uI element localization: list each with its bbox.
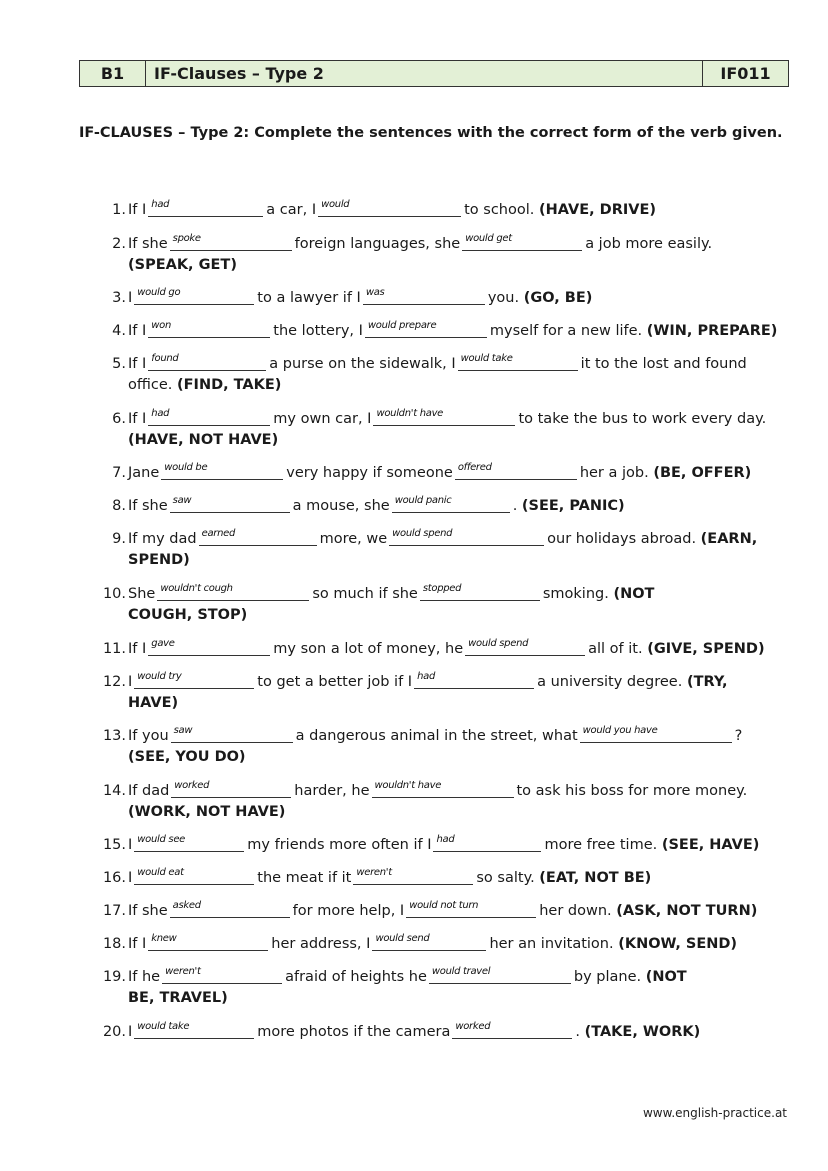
sentence-line [128, 288, 592, 309]
sentence-text: very happy if someone [286, 465, 453, 481]
answer-blank[interactable] [580, 726, 732, 743]
sentence-line [128, 529, 757, 550]
handwritten-answer: weren't [356, 867, 392, 878]
sentence-line [128, 781, 747, 802]
handwritten-answer: would you have [582, 725, 658, 736]
handwritten-answer: wouldn't have [376, 408, 444, 419]
exercise-item [100, 934, 737, 955]
handwritten-answer: had [436, 834, 455, 845]
answer-blank[interactable] [420, 584, 540, 601]
verb-hint-line [128, 605, 654, 626]
item-number: 4. [112, 323, 126, 339]
item-number: 17. [102, 903, 126, 919]
answer-blank[interactable] [455, 463, 577, 480]
sentence-text: If I [128, 202, 147, 218]
sentence-text: for more help, I [292, 903, 405, 919]
sentence-text: I [128, 290, 133, 306]
verb-hint-line [128, 430, 766, 451]
exercise-item [100, 321, 777, 342]
item-number: 16. [102, 870, 126, 886]
sentence-text: a mouse, she [292, 498, 390, 514]
item-number: 11. [102, 641, 126, 657]
sentence-text: . [512, 498, 522, 514]
answer-blank[interactable] [134, 288, 254, 305]
answer-blank[interactable] [363, 288, 485, 305]
sentence-line [128, 726, 742, 747]
item-number: 9. [112, 531, 126, 547]
handwritten-answer: would travel [431, 966, 491, 977]
exercise-item [100, 529, 757, 571]
verb-hint: (WIN, PREPARE) [646, 323, 778, 339]
sentence-line [128, 463, 751, 484]
sentence-text: my own car, I [273, 411, 372, 427]
answer-blank[interactable] [462, 234, 582, 251]
sentence-text: office. [128, 377, 178, 393]
handwritten-answer: earned [201, 528, 236, 539]
verb-hint: (TRY, [686, 674, 728, 690]
handwritten-answer: found [151, 353, 179, 364]
item-number: 2. [112, 236, 126, 252]
handwritten-answer: asked [172, 900, 201, 911]
sentence-text: I [128, 837, 133, 853]
sentence-text: my friends more often if I [247, 837, 432, 853]
item-number: 18. [102, 936, 126, 952]
item-number: 6. [112, 411, 126, 427]
exercise-item [100, 463, 751, 484]
handwritten-answer: would send [375, 933, 430, 944]
item-number: 13. [102, 728, 126, 744]
sentence-text: to ask his boss for more money. [516, 783, 748, 799]
handwritten-answer: wouldn't have [374, 780, 442, 791]
answer-blank[interactable] [458, 354, 578, 371]
sentence-text: a university degree. [537, 674, 687, 690]
answer-blank[interactable] [148, 934, 268, 951]
sentence-text: If she [128, 236, 168, 252]
sentence-text: If I [128, 411, 147, 427]
handwritten-answer: would try [137, 671, 182, 682]
exercise-item [100, 672, 727, 714]
verb-hint: (EAT, NOT BE) [539, 870, 652, 886]
sentence-text: . [575, 1024, 585, 1040]
handwritten-answer: would be [164, 462, 208, 473]
verb-hint: (GIVE, SPEND) [647, 641, 765, 657]
handwritten-answer: stopped [422, 583, 462, 594]
sentence-line [128, 901, 757, 922]
answer-blank[interactable] [148, 200, 263, 217]
sentence-text: so much if she [312, 586, 418, 602]
item-number: 1. [112, 202, 126, 218]
exercise-item [100, 496, 625, 517]
sentence-text: She [128, 586, 156, 602]
sentence-text: If I [128, 641, 147, 657]
exercise-item [100, 234, 712, 276]
answer-blank[interactable] [134, 672, 254, 689]
verb-hint: (NOT [645, 969, 687, 985]
sentence-line [128, 967, 687, 988]
sentence-text: myself for a new life. [489, 323, 647, 339]
handwritten-answer: saw [172, 495, 192, 506]
verb-hint-line [128, 255, 712, 276]
sentence-text: to take the bus to work every day. [518, 411, 767, 427]
sentence-text: so salty. [476, 870, 540, 886]
handwritten-answer: knew [151, 933, 177, 944]
sentence-text: I [128, 674, 133, 690]
handwritten-answer: had [417, 671, 436, 682]
answer-blank[interactable] [170, 496, 290, 513]
handwritten-answer: would prepare [367, 320, 437, 331]
exercise-item [100, 901, 757, 922]
handwritten-answer: had [151, 199, 170, 210]
handwritten-answer: would spend [392, 528, 453, 539]
verb-hint: (HAVE, NOT HAVE) [128, 432, 279, 448]
verb-hint: (FIND, TAKE) [177, 377, 282, 393]
sentence-text: the lottery, I [273, 323, 363, 339]
sentence-text: to a lawyer if I [257, 290, 361, 306]
verb-hint: (SEE, YOU DO) [128, 749, 246, 765]
sentence-text: If I [128, 356, 147, 372]
verb-hint: (EARN, [700, 531, 758, 547]
sentence-text: more free time. [544, 837, 662, 853]
verb-hint: (SEE, HAVE) [661, 837, 760, 853]
verb-hint: (WORK, NOT HAVE) [128, 804, 286, 820]
answer-blank[interactable] [389, 529, 544, 546]
sentence-text: ? [734, 728, 743, 744]
answer-blank[interactable] [373, 409, 515, 426]
handwritten-answer: would [321, 199, 350, 210]
handwritten-answer: would not turn [409, 900, 479, 911]
verb-hint: (TAKE, WORK) [584, 1024, 701, 1040]
handwritten-answer: would panic [394, 495, 452, 506]
item-number: 5. [112, 356, 126, 372]
sentence-text: foreign languages, she [294, 236, 461, 252]
answer-blank[interactable] [452, 1022, 572, 1039]
answer-blank[interactable] [392, 496, 510, 513]
answer-blank[interactable] [406, 901, 536, 918]
item-number: 3. [112, 290, 126, 306]
sentence-text: If my dad [128, 531, 197, 547]
sentence-text: If he [128, 969, 161, 985]
sentence-text: afraid of heights he [285, 969, 427, 985]
sentence-line [128, 934, 737, 955]
sentence-text: it to the lost and found [580, 356, 747, 372]
sentence-text: a dangerous animal in the street, what [295, 728, 578, 744]
footer-url: www.english-practice.at [642, 1106, 787, 1120]
handwritten-answer: would take [460, 353, 513, 364]
item-number: 20. [102, 1024, 126, 1040]
verb-hint-line [128, 802, 747, 823]
answer-blank[interactable] [134, 868, 254, 885]
exercise-item [100, 726, 742, 768]
sentence-text: If you [128, 728, 169, 744]
handwritten-answer: worked [455, 1021, 491, 1032]
verb-hint: (SEE, PANIC) [521, 498, 625, 514]
sentence-line [128, 375, 747, 396]
sentence-text: you. [487, 290, 524, 306]
answer-blank[interactable] [170, 234, 292, 251]
answer-blank[interactable] [148, 639, 270, 656]
worksheet-header [79, 60, 789, 87]
sentence-text: If dad [128, 783, 170, 799]
handwritten-answer: offered [457, 462, 492, 473]
sentence-text: her an invitation. [489, 936, 619, 952]
answer-blank[interactable] [148, 354, 266, 371]
exercise-item [100, 868, 651, 889]
level-label: B1 [80, 61, 146, 86]
verb-hint: COUGH, STOP) [128, 607, 248, 623]
sentence-text: a purse on the sidewalk, I [269, 356, 456, 372]
answer-blank[interactable] [199, 529, 317, 546]
sentence-line [128, 496, 625, 517]
sentence-line [128, 200, 656, 221]
handwritten-answer: gave [151, 638, 175, 649]
handwritten-answer: had [151, 408, 170, 419]
item-number: 12. [102, 674, 126, 690]
answer-blank[interactable] [433, 835, 541, 852]
sentence-text: more photos if the camera [257, 1024, 451, 1040]
verb-hint: (SPEAK, GET) [128, 257, 237, 273]
answer-blank[interactable] [353, 868, 473, 885]
exercise-item [100, 354, 747, 396]
exercise-item [100, 409, 766, 451]
answer-blank[interactable] [365, 321, 487, 338]
sentence-line [128, 234, 712, 255]
exercise-item [100, 200, 656, 221]
handwritten-answer: saw [173, 725, 193, 736]
sentence-line [128, 584, 654, 605]
item-number: 10. [102, 586, 126, 602]
verb-hint-line [128, 693, 727, 714]
sentence-text: If I [128, 936, 147, 952]
sentence-line [128, 639, 765, 660]
answer-blank[interactable] [372, 934, 486, 951]
item-number: 15. [102, 837, 126, 853]
sentence-text: If I [128, 323, 147, 339]
exercise-item [100, 1022, 700, 1043]
sentence-line [128, 409, 766, 430]
handwritten-answer: would spend [468, 638, 529, 649]
sentence-text: to get a better job if I [257, 674, 413, 690]
worksheet-title: IF-Clauses – Type 2 [146, 61, 703, 86]
verb-hint: (NOT [613, 586, 655, 602]
answer-blank[interactable] [372, 781, 514, 798]
sentence-text: more, we [319, 531, 388, 547]
verb-hint-line [128, 988, 687, 1009]
sentence-line [128, 672, 727, 693]
verb-hint: SPEND) [128, 552, 190, 568]
sentence-text: a job more easily. [585, 236, 713, 252]
sentence-line [128, 1022, 700, 1043]
answer-blank[interactable] [148, 321, 270, 338]
exercise-item [100, 584, 654, 626]
sentence-text: to school. [464, 202, 539, 218]
sentence-text: harder, he [294, 783, 370, 799]
handwritten-answer: spoke [172, 233, 201, 244]
sentence-text: Jane [128, 465, 160, 481]
handwritten-answer: was [365, 287, 385, 298]
sentence-text: If she [128, 498, 168, 514]
handwritten-answer: won [151, 320, 172, 331]
answer-blank[interactable] [318, 200, 461, 217]
verb-hint: (BE, OFFER) [653, 465, 752, 481]
answer-blank[interactable] [134, 835, 244, 852]
exercise-item [100, 288, 592, 309]
handwritten-answer: would see [137, 834, 186, 845]
answer-blank[interactable] [148, 409, 270, 426]
verb-hint: (HAVE, DRIVE) [538, 202, 657, 218]
exercise-item [100, 967, 687, 1009]
answer-blank[interactable] [429, 967, 571, 984]
item-number: 14. [102, 783, 126, 799]
sentence-text: the meat if it [257, 870, 352, 886]
verb-hint: (ASK, NOT TURN) [616, 903, 758, 919]
sentence-text: our holidays abroad. [547, 531, 701, 547]
sentence-line [128, 321, 777, 342]
answer-blank[interactable] [465, 639, 585, 656]
verb-hint: BE, TRAVEL) [128, 990, 228, 1006]
verb-hint: HAVE) [128, 695, 179, 711]
sentence-text: my son a lot of money, he [273, 641, 464, 657]
exercise-item [100, 835, 759, 856]
handwritten-answer: would eat [137, 867, 184, 878]
handwritten-answer: worked [174, 780, 210, 791]
item-number: 7. [112, 465, 126, 481]
answer-blank[interactable] [157, 584, 309, 601]
sentence-text: her down. [539, 903, 617, 919]
sentence-text: If she [128, 903, 168, 919]
exercise-item [100, 781, 747, 823]
answer-blank[interactable] [134, 1022, 254, 1039]
sentence-text: her address, I [271, 936, 371, 952]
sentence-text: smoking. [542, 586, 614, 602]
handwritten-answer: would take [137, 1021, 190, 1032]
sentence-line [128, 835, 759, 856]
handwritten-answer: wouldn't cough [160, 583, 233, 594]
item-number: 8. [112, 498, 126, 514]
sentence-text: I [128, 870, 133, 886]
sentence-line [128, 354, 747, 375]
sentence-text: by plane. [573, 969, 646, 985]
worksheet-code: IF011 [720, 64, 771, 83]
answer-blank[interactable] [170, 901, 290, 918]
verb-hint: (KNOW, SEND) [618, 936, 738, 952]
verb-hint-line [128, 747, 742, 768]
handwritten-answer: weren't [165, 966, 201, 977]
sentence-line [128, 868, 651, 889]
item-number: 19. [102, 969, 126, 985]
answer-blank[interactable] [171, 781, 291, 798]
handwritten-answer: would get [465, 233, 512, 244]
answer-blank[interactable] [161, 463, 283, 480]
handwritten-answer: would go [137, 287, 181, 298]
sentence-text: all of it. [588, 641, 648, 657]
sentence-text: a car, I [266, 202, 317, 218]
sentence-text: her a job. [579, 465, 654, 481]
sentence-text: I [128, 1024, 133, 1040]
verb-hint: (GO, BE) [523, 290, 593, 306]
exercise-item [100, 639, 765, 660]
answer-blank[interactable] [171, 726, 293, 743]
verb-hint-line [128, 550, 757, 571]
answer-blank[interactable] [414, 672, 534, 689]
instruction-text: IF-CLAUSES – Type 2: Complete the sentences with the correct form of the verb given. [79, 125, 783, 141]
answer-blank[interactable] [162, 967, 282, 984]
